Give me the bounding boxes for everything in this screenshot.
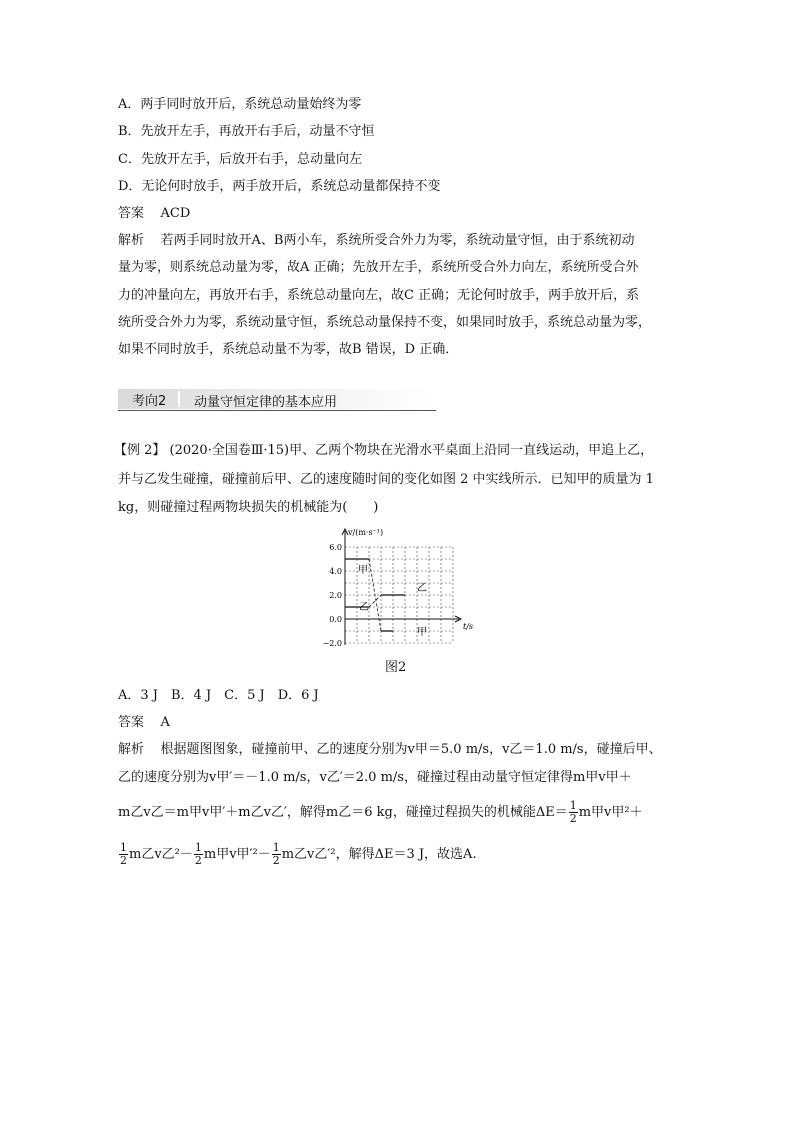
section-header	[118, 389, 436, 411]
analysis-1-line-1	[118, 231, 635, 251]
analysis-1-line-3: 力的冲量向左，再放开右手，系统总动量向左，故C 正确；无论何时放手，两手放开后，系	[118, 288, 640, 303]
analysis-1-line-4: 统所受合外力为零，系统动量守恒，系统总动量保持不变，如果同时放手，系统总动量为零，	[118, 315, 652, 330]
analysis-text: 根据题图图象，碰撞前甲、乙的速度分别为v甲＝5.0 m/s，v乙＝1.0 m/s，碰撞后甲、	[160, 742, 662, 757]
x-axis-label: t/s	[463, 622, 474, 631]
analysis-2-line-3	[118, 800, 643, 825]
fraction-numerator: 1	[194, 841, 202, 854]
section-underline	[118, 410, 436, 411]
answer-label: 答案	[118, 206, 145, 221]
example-line-3: kg，则碰撞过程两物块损失的机械能为( )	[118, 500, 379, 515]
analysis-text: m甲v甲′²－	[203, 847, 271, 862]
option-d: D．无论何时放手，两手放开后，系统总动量都保持不变	[118, 179, 441, 194]
fraction-denominator: 2	[569, 812, 577, 825]
y-tick-label: 6.0	[329, 543, 342, 552]
option-b: B．先放开左手，再放开右手后，动量不守恒	[118, 124, 375, 139]
analysis-2-line-4	[118, 842, 477, 867]
fraction-half	[272, 842, 281, 867]
option-a: A．两手同时放开后，系统总动量始终为零	[118, 97, 362, 112]
y-tick-label: −2.0	[322, 639, 342, 648]
velocity-time-chart	[318, 525, 478, 650]
y-tick-label: 4.0	[329, 567, 342, 576]
y-tick-label: 2.0	[329, 591, 342, 600]
answer-value: ACD	[160, 206, 191, 221]
analysis-text: m甲v甲²＋	[578, 805, 643, 820]
fraction-numerator: 1	[120, 841, 127, 854]
series-label-jia: 甲	[358, 565, 368, 576]
analysis-1-line-2: 量为零，则系统总动量为零，故A 正确；先放开左手，系统所受合外力向左，系统所受合外	[118, 260, 639, 275]
fraction-denominator: 2	[194, 854, 202, 867]
section-divider	[178, 391, 180, 407]
fraction-half	[569, 800, 578, 825]
y-axis-label: v/(m·s⁻¹)	[348, 528, 384, 537]
series-label-yi-after: 乙	[417, 583, 427, 594]
figure-caption: 图2	[385, 660, 407, 675]
answer-1	[118, 204, 190, 224]
answer-label: 答案	[118, 715, 145, 730]
analysis-2-line-2: 乙的速度分别为v甲′＝－1.0 m/s，v乙′＝2.0 m/s，碰撞过程由动量守恒定律得m甲v甲＋	[118, 770, 632, 785]
example-line-2: 并与乙发生碰撞，碰撞前后甲、乙的速度随时间的变化如图 2 中实线所示．已知甲的质量为 1	[118, 472, 654, 487]
analysis-text: 若两手同时放开A、B两小车，系统所受合外力为零，系统动量守恒，由于系统初动	[160, 233, 635, 248]
fraction-half	[194, 842, 203, 867]
choices: A．3 J B．4 J C．5 J D．6 J	[118, 688, 319, 703]
series-label-yi: 乙	[359, 602, 369, 613]
example-line-1: 【例 2】 (2020·全国卷Ⅲ·15)甲、乙两个物块在光滑水平桌面上沿同一直线运动，甲追上乙，	[114, 443, 654, 458]
analysis-2-line-1	[118, 740, 662, 760]
series-segment-yi	[369, 595, 381, 607]
fraction-denominator: 2	[272, 854, 280, 867]
section-tag: 考向2	[132, 394, 167, 409]
fraction-numerator: 1	[272, 841, 280, 854]
y-tick-label: 0.0	[329, 615, 342, 624]
fraction-denominator: 2	[120, 854, 127, 867]
analysis-text: m乙v乙′²，解得ΔE＝3 J，故选A.	[281, 847, 477, 862]
fraction-numerator: 1	[569, 799, 577, 812]
analysis-1-line-5: 如果不同时放手，系统总动量不为零，故B 错误，D 正确．	[118, 342, 459, 357]
section-title: 动量守恒定律的基本应用	[194, 395, 338, 410]
answer-2	[118, 713, 170, 733]
analysis-label: 解析	[118, 742, 145, 757]
series-label-jia-after: 甲	[417, 627, 427, 638]
option-c: C．先放开左手，后放开右手，总动量向左	[118, 152, 362, 167]
analysis-text: m乙v乙²－	[129, 847, 193, 862]
analysis-text: m乙v乙＝m甲v甲′＋m乙v乙′，解得m乙＝6 kg，碰撞过程损失的机械能ΔE＝	[118, 805, 568, 820]
analysis-label: 解析	[118, 233, 145, 248]
answer-value: A	[160, 715, 170, 730]
fraction-half	[119, 842, 128, 867]
